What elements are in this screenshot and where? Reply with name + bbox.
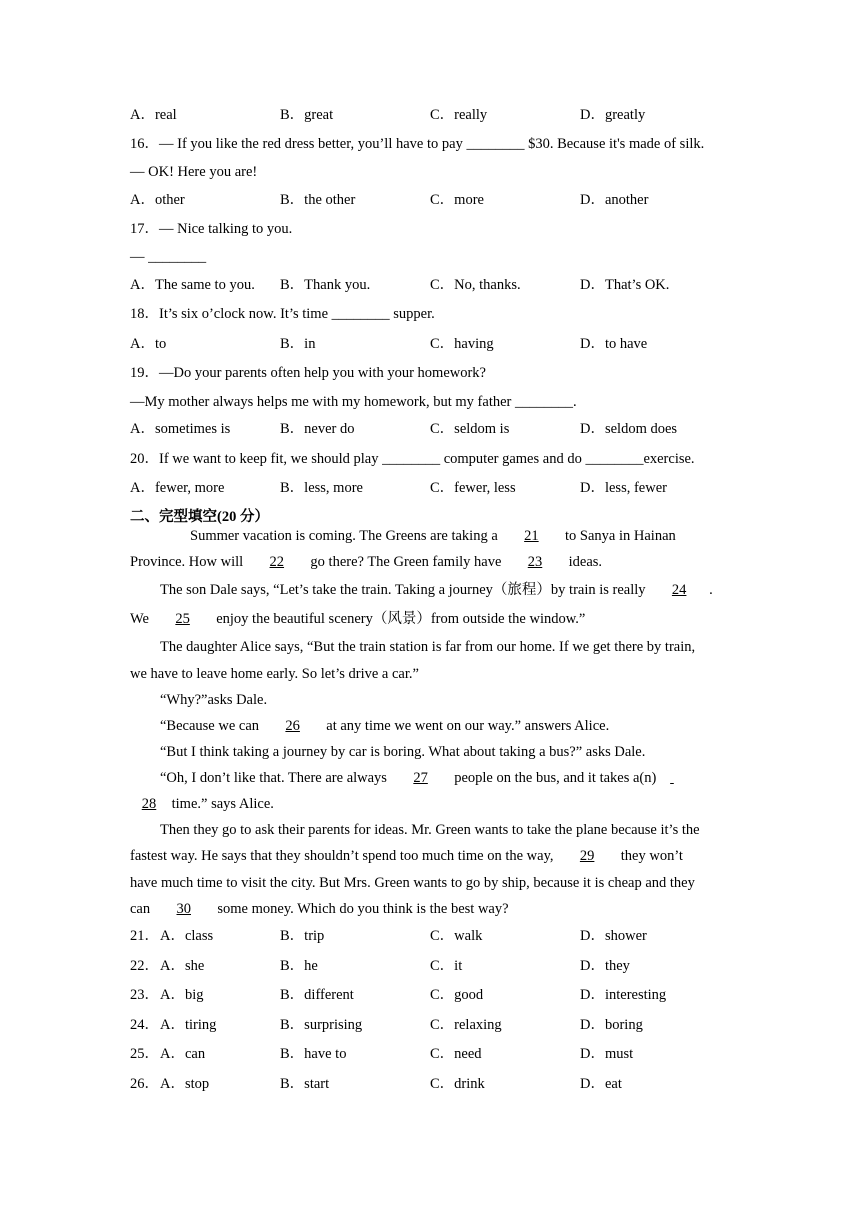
- option-d: D．boring: [580, 1017, 643, 1033]
- option-a: A．other: [130, 192, 185, 208]
- option-d: D．seldom does: [580, 421, 678, 437]
- question-16-stem: 16．— If you like the red dress better, you’ll have to pay ________ $30. Because it's made of silk.: [130, 136, 705, 152]
- passage-text: “Because we can: [160, 718, 260, 734]
- question-17-stem: 17．— Nice talking to you.: [130, 221, 293, 237]
- option-a: A．fewer, more: [130, 480, 225, 496]
- blank-25: 25: [175, 611, 190, 627]
- option-a: A．real: [130, 107, 177, 123]
- passage-text: at any time we went on our way.” answers Alice.: [326, 718, 610, 734]
- option-b: B．trip: [280, 928, 325, 944]
- passage-line: [130, 795, 274, 813]
- passage-line: have much time to visit the city. But Mrs. Green wants to go by ship, because it is cheap and they: [130, 875, 695, 891]
- passage-text: people on the bus, and it takes a(n): [454, 770, 657, 786]
- blank-28: 28: [141, 796, 157, 812]
- passage-text: ideas.: [568, 554, 603, 570]
- option-c: C．need: [430, 1046, 482, 1062]
- blank-30: 30: [176, 901, 191, 917]
- option-a: A．The same to you.: [130, 277, 255, 293]
- option-b: B．have to: [280, 1046, 347, 1062]
- option-b: B．start: [280, 1076, 330, 1092]
- passage-text: The son Dale says, “Let’s take the train. Taking a journey（旅程）by train is really: [160, 582, 646, 598]
- passage-line: “But I think taking a journey by car is boring. What about taking a bus?” asks Dale.: [160, 744, 646, 760]
- passage-text: some money. Which do you think is the best way?: [217, 901, 509, 917]
- option-c: C．having: [430, 336, 494, 352]
- passage-text: “Oh, I don’t like that. There are always: [160, 770, 387, 786]
- option-b: B．Thank you.: [280, 277, 371, 293]
- question-number: 25．: [130, 1046, 159, 1062]
- question-17-reply: — ________: [130, 249, 207, 265]
- option-c: C．more: [430, 192, 484, 208]
- option-c: C．walk: [430, 928, 483, 944]
- option-d: D．they: [580, 958, 630, 974]
- passage-text: can: [130, 901, 151, 917]
- passage-text: .: [709, 582, 713, 598]
- passage-line: Then they go to ask their parents for ideas. Mr. Green wants to take the plane because it’s the: [160, 822, 700, 838]
- blank-22: 22: [269, 554, 285, 570]
- option-b: B．he: [280, 958, 318, 974]
- passage-line: [130, 553, 602, 571]
- passage-line: [160, 717, 609, 735]
- option-c: C．really: [430, 107, 488, 123]
- option-a: A．can: [160, 1046, 206, 1062]
- passage-text: Province. How will: [130, 554, 244, 570]
- blank-27: 27: [413, 770, 428, 786]
- option-b: B．different: [280, 987, 354, 1003]
- option-c: C．good: [430, 987, 484, 1003]
- passage-line: The daughter Alice says, “But the train station is far from our home. If we get there by train,: [160, 639, 696, 655]
- option-c: C．fewer, less: [430, 480, 516, 496]
- option-a: A．big: [160, 987, 204, 1003]
- question-19-reply: —My mother always helps me with my homework, but my father ________.: [130, 394, 577, 410]
- option-d: D．to have: [580, 336, 648, 352]
- passage-line: “Why?”asks Dale.: [160, 692, 268, 708]
- passage-line: [160, 581, 713, 599]
- option-b: B．the other: [280, 192, 356, 208]
- section-2-heading: 二、完型填空(20 分）: [130, 509, 269, 525]
- option-d: D．another: [580, 192, 649, 208]
- option-b: B．great: [280, 107, 334, 123]
- blank-23: 23: [527, 554, 543, 570]
- passage-text: We: [130, 611, 149, 627]
- question-number: 24．: [130, 1017, 159, 1033]
- question-19-stem: 19．—Do your parents often help you with your homework?: [130, 365, 486, 381]
- option-d: D．must: [580, 1046, 634, 1062]
- question-20-stem: 20．If we want to keep fit, we should play ________ computer games and do ________exercise.: [130, 451, 695, 467]
- blank-24: 24: [671, 582, 687, 598]
- passage-text: to Sanya in Hainan: [565, 528, 676, 544]
- passage-line: we have to leave home early. So let’s drive a car.”: [130, 666, 419, 682]
- option-b: B．surprising: [280, 1017, 363, 1033]
- option-d: D．eat: [580, 1076, 622, 1092]
- option-c: C．relaxing: [430, 1017, 502, 1033]
- option-d: D．shower: [580, 928, 647, 944]
- passage-line: [130, 900, 509, 918]
- passage-line: [130, 610, 585, 628]
- option-a: A．tiring: [160, 1017, 217, 1033]
- passage-line: [160, 769, 684, 787]
- question-number: 23．: [130, 987, 159, 1003]
- option-c: C．seldom is: [430, 421, 510, 437]
- passage-line: [130, 847, 683, 865]
- passage-text: Summer vacation is coming. The Greens are taking a: [190, 528, 498, 544]
- option-b: B．in: [280, 336, 316, 352]
- passage-text: enjoy the beautiful scenery（风景）from outside the window.”: [216, 611, 586, 627]
- option-c: C．drink: [430, 1076, 485, 1092]
- question-16-reply: — OK! Here you are!: [130, 164, 258, 180]
- passage-text: they won’t: [620, 848, 683, 864]
- blank-21: 21: [524, 528, 539, 544]
- option-a: A．she: [160, 958, 205, 974]
- option-b: B．never do: [280, 421, 355, 437]
- blank-28-start: [660, 769, 684, 787]
- blank-29: 29: [579, 848, 595, 864]
- option-a: A．to: [130, 336, 167, 352]
- passage-text: time.” says Alice.: [171, 796, 274, 812]
- passage-line: [190, 527, 676, 545]
- question-number: 22．: [130, 958, 159, 974]
- passage-text: fastest way. He says that they shouldn’t spend too much time on the way,: [130, 848, 554, 864]
- passage-text: go there? The Green family have: [310, 554, 502, 570]
- option-d: D．greatly: [580, 107, 646, 123]
- option-d: D．interesting: [580, 987, 667, 1003]
- question-18-stem: 18．It’s six o’clock now. It’s time ________ supper.: [130, 306, 435, 322]
- option-a: A．sometimes is: [130, 421, 231, 437]
- question-number: 26．: [130, 1076, 159, 1092]
- option-d: D．less, fewer: [580, 480, 667, 496]
- blank-26: 26: [285, 718, 300, 734]
- option-a: A．stop: [160, 1076, 210, 1092]
- option-d: D．That’s OK.: [580, 277, 670, 293]
- option-c: C．it: [430, 958, 463, 974]
- option-a: A．class: [160, 928, 214, 944]
- option-b: B．less, more: [280, 480, 363, 496]
- question-number: 21．: [130, 928, 159, 944]
- option-c: C．No, thanks.: [430, 277, 521, 293]
